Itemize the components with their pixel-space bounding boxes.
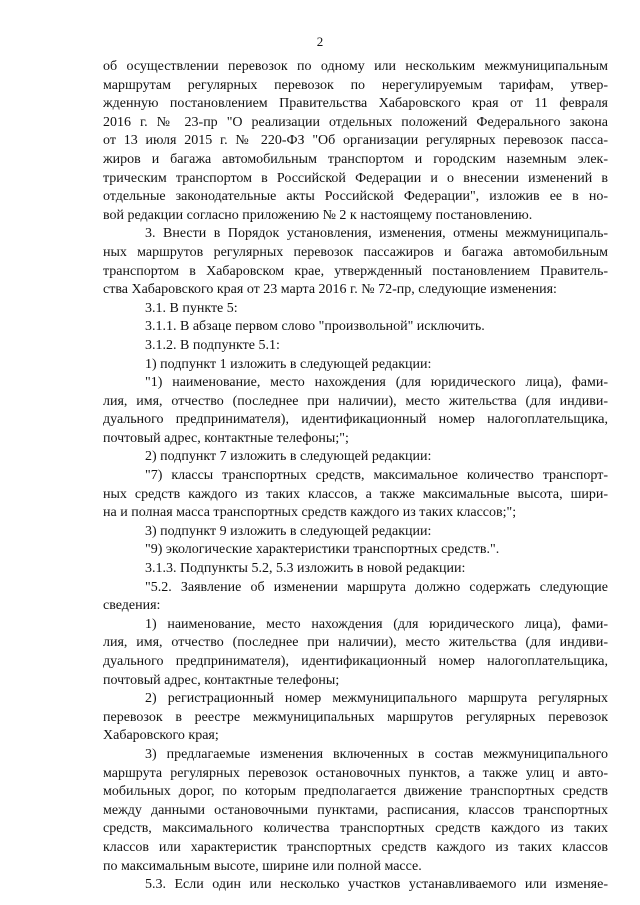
text-line: 3. Внести в Порядок установления, изменения, отмены межмуниципаль- [145, 226, 608, 242]
text-line: "5.2. Заявление об изменении маршрута должно содержать следующие [145, 579, 608, 595]
text-line: сведения: [103, 598, 161, 614]
text-line: 3.1.1. В абзаце первом слово "произвольной" исключить. [145, 319, 485, 335]
text-line: ства Хабаровского края от 23 марта 2016 г. № 72-пр, следующие изменения: [103, 282, 557, 298]
text-line: об осуществлении перевозок по одному или нескольким межмуниципальным [103, 59, 608, 74]
text-line: 3.1.2. В подпункте 5.1: [145, 337, 280, 353]
text-line: по максимальным высоте, ширине или полной массе. [103, 858, 422, 874]
text-line: "9) экологические характеристики транспортных средств.". [145, 542, 500, 558]
text-line: транспортом в Хабаровском крае, утвержденный постановлением Правитель- [103, 263, 608, 279]
text-line: "7) классы транспортных средств, максимальное количество транспорт- [145, 468, 608, 484]
text-line: 5.3. Если один или несколько участков устанавливаемого или изменяе- [145, 877, 608, 893]
text-line: 3.1. В пункте 5: [145, 300, 238, 316]
text-line: маршрута регулярных перевозок остановочных пунктов, а также улиц и авто- [103, 765, 608, 781]
text-line: лия, имя, отчество (последнее при наличии), место жительства (для индиви- [103, 393, 608, 409]
text-line: 1) наименование, место нахождения (для юридического лица), фами- [145, 616, 608, 632]
text-line: трическим транспортом в Российской Федерации и о внесении изменений в [103, 170, 608, 186]
document-body [103, 58, 608, 895]
text-line: лия, имя, отчество (последнее при наличии), место жительства (для индиви- [103, 635, 608, 651]
text-line: жиров и багажа автомобильным транспортом и городским наземным элек- [103, 151, 608, 167]
page-number: 2 [316, 34, 324, 49]
text-line: почтовый адрес, контактные телефоны;"; [103, 430, 349, 446]
text-line: мобильных дорог, по которым предполагается движение транспортных средств [103, 784, 608, 800]
text-line: перевозок в реестре межмуниципальных маршрутов регулярных перевозок [103, 709, 608, 725]
text-line: 3) подпункт 9 изложить в следующей редакции: [145, 523, 432, 539]
text-line: 3.1.3. Подпункты 5.2, 5.3 изложить в новой редакции: [145, 561, 466, 577]
text-line: ных средств каждого из таких классов, а также максимальные высота, шири- [103, 486, 608, 502]
text-line: между данными остановочными пунктами, расписания, классов транспортных [103, 802, 608, 818]
text-line: на и полная масса транспортных средств каждого из таких классов;"; [103, 505, 517, 521]
text-line: маршрутам регулярных перевозок по нерегулируемым тарифам, утвер- [103, 77, 608, 93]
text-line: вой редакции согласно приложению № 2 к настоящему постановлению. [103, 207, 533, 223]
text-line: классов или характеристик транспортных средств каждого из таких классов [103, 839, 608, 855]
text-line: ных маршрутов регулярных перевозок пассажиров и багажа автомобильным [103, 244, 608, 260]
text-line: 3) предлагаемые изменения включенных в состав межмуниципального [145, 746, 608, 762]
text-line: почтовый адрес, контактные телефоны; [103, 672, 340, 688]
text-line: дуального предпринимателя), идентификационный номер налогоплательщика, [103, 412, 608, 428]
text-line: отдельные законодательные акты Российской Федерации", изложив ее в но- [103, 189, 608, 205]
text-line: 2) регистрационный номер межмуниципального маршрута регулярных [145, 691, 608, 707]
text-line: от 13 июля 2015 г. № 220-ФЗ "Об организации регулярных перевозок пасса- [103, 133, 608, 149]
text-line: "1) наименование, место нахождения (для юридического лица), фами- [145, 375, 608, 391]
text-line: Хабаровского края; [103, 728, 219, 744]
text-line: 2016 г. № 23-пр "О реализации отдельных положений Федерального закона [103, 114, 608, 130]
text-line: 2) подпункт 7 изложить в следующей редакции: [145, 449, 432, 465]
text-line: средств, максимального количества транспортных средств каждого из таких [103, 821, 608, 837]
text-line: дуального предпринимателя), идентификационный номер налогоплательщика, [103, 654, 608, 669]
text-line: 1) подпункт 1 изложить в следующей редакции: [145, 356, 432, 372]
text-line: жденную постановлением Правительства Хабаровского края от 11 февраля [103, 96, 608, 112]
